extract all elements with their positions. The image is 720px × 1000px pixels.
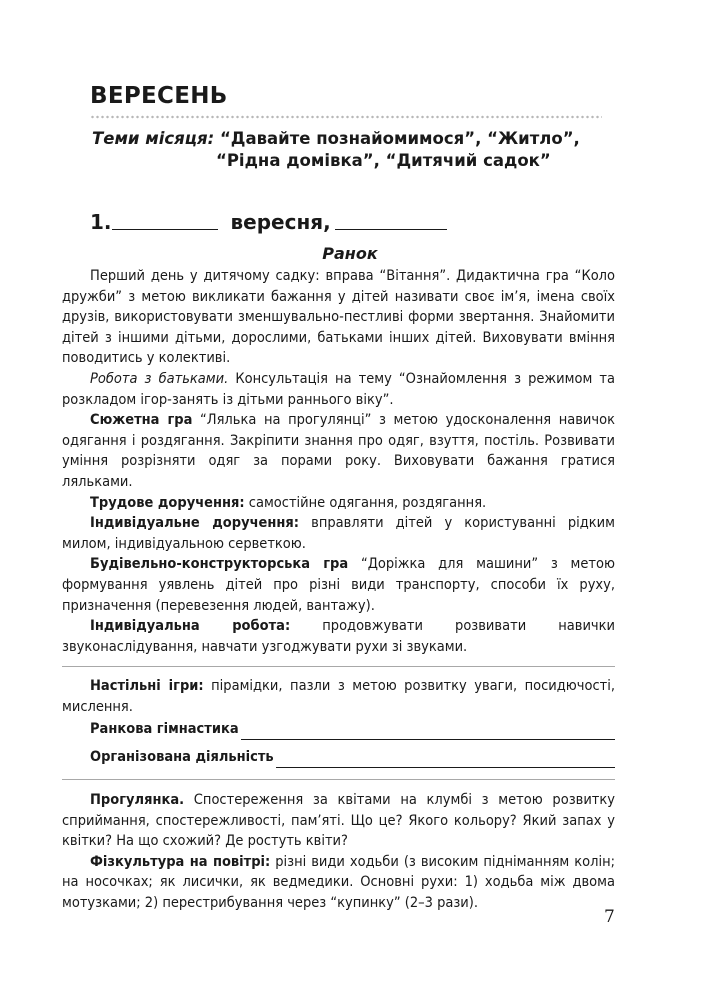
- organized-row: [62, 744, 615, 768]
- paragraph-board-games: Настільні ігри: пірамідки, пазли з метою розвитку уваги, посидючості, мислення.: [62, 678, 615, 715]
- paragraph-construction-game: Будівельно-конструкторська гра “Доріжка для машини” з метою формування уявлень дітей про різні види транспорту, способи їх руху, призначення (перевезення людей, вантажу).: [62, 556, 615, 614]
- organized-answer-line[interactable]: [276, 754, 615, 768]
- section-title-morning: Ранок: [322, 244, 378, 263]
- paragraph-story-game: Сюжетна гра “Лялька на прогулянці” з метою удосконалення навичок одягання і роздягання. Закріпити знання про одяг, взуття, постіль. Розвивати уміння розрізняти одяг за порами року. Виховувати бажання гратися ляльками.: [62, 412, 615, 490]
- themes-line-2: “Рідна домівка”, “Дитячий садок”: [216, 151, 551, 170]
- day-blank: [112, 227, 218, 230]
- paragraph-labor-task: Трудове доручення: самостійне одягання, роздягання.: [90, 494, 487, 511]
- paragraph-first-day: Перший день у дитячому садку: вправа “Вітання”. Дидактична гра “Коло дружби” з метою викликати бажання у дітей називати своє ім’я, імена своїх друзів, використовувати зменшувально-пестливі форми звертання. Знайомити дітей з іншими дітьми, дорослими, батьками інших дітей. Виховувати вміння поводитись у колективі.: [62, 268, 615, 367]
- date-line: [90, 210, 447, 234]
- month-themes: [92, 128, 612, 172]
- page-number: 7: [604, 907, 615, 927]
- paragraph-walk: Прогулянка. Спостереження за квітами на клумбі з метою розвитку сприймання, спостережливості, пам’яті. Що це? Якого кольору? Який запах у квітки? На що схожий? Де ростуть квіти?: [62, 792, 615, 850]
- paragraph-physical-education: Фізкультура на повітрі: різні види ходьби (з високим підніманням колін; на носочках; як лисички, як ведмедики. Основні рухи: 1) ходьба між двома мотузками; 2) перестрибування через “купинку” (2–3 рази).: [62, 853, 616, 911]
- divider-line-2: [62, 779, 615, 780]
- themes-label: Теми місяця:: [92, 129, 215, 148]
- paragraph-individual-task: Індивідуальне доручення: вправляти дітей у користуванні рідким милом, індивідуальною серветкою.: [62, 515, 615, 552]
- month-word: вересня,: [230, 210, 331, 234]
- morning-activities: [62, 266, 615, 657]
- exercise-answer-line[interactable]: [241, 726, 615, 740]
- exercise-row: [62, 716, 615, 740]
- walk-block: [62, 790, 615, 914]
- divider-line-1: [62, 666, 615, 667]
- fill-in-lines: [62, 716, 615, 768]
- paragraph-individual-work: Індивідуальна робота: продовжувати розвивати навички звуконаслідування, навчати узгоджувати рухи зі звуками.: [62, 618, 616, 655]
- dotted-divider: [90, 115, 602, 119]
- exercise-label: Ранкова гімнастика: [90, 721, 239, 738]
- day-number: 1.: [90, 210, 112, 234]
- paragraph-parents: Робота з батьками. Консультація на тему “Ознайомлення з режимом та розкладом ігор-занять із дітьми раннього віку”.: [62, 370, 615, 408]
- board-games-block: [62, 676, 615, 717]
- month-title: ВЕРЕСЕНЬ: [90, 83, 228, 109]
- organized-label: Організована діяльність: [90, 749, 274, 766]
- themes-line-1: “Давайте познайомимося”, “Житло”,: [219, 129, 580, 148]
- weekday-blank: [335, 227, 447, 230]
